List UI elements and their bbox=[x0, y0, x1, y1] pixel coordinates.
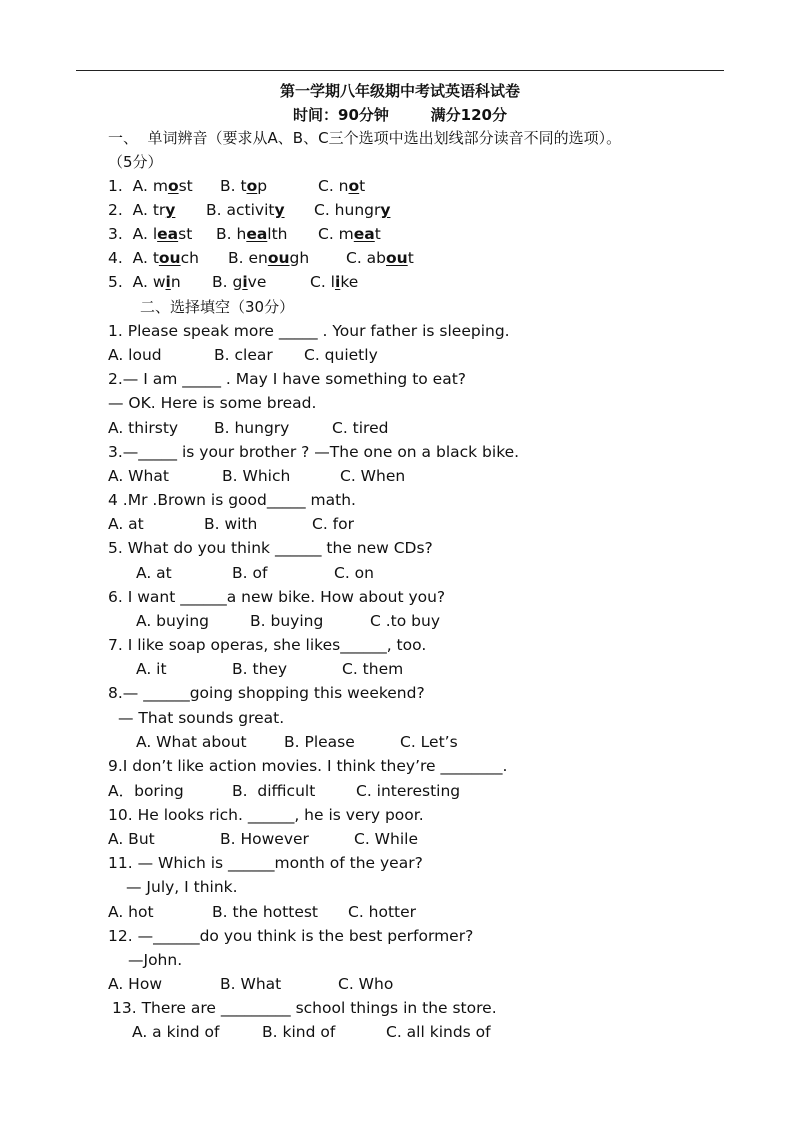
underlined-letters: i bbox=[242, 273, 248, 291]
underlined-letters: ea bbox=[157, 225, 179, 243]
line-text: C. quietly bbox=[304, 346, 378, 364]
option-text bbox=[386, 1022, 491, 1042]
line-text: B. hungry bbox=[214, 419, 290, 437]
underlined-letters: ea bbox=[246, 225, 268, 243]
text-line-9 bbox=[108, 321, 510, 341]
line-text: 5. A. w bbox=[108, 273, 166, 291]
text-line-22 bbox=[108, 635, 426, 655]
line-text: A. How bbox=[108, 975, 163, 993]
option-text bbox=[318, 224, 381, 244]
option-text bbox=[108, 974, 162, 994]
line-text: 13. There are _________ school things in the store. bbox=[112, 999, 497, 1017]
option-text bbox=[284, 732, 355, 752]
line-text: B. buying bbox=[250, 612, 324, 630]
text-line-27 bbox=[108, 756, 507, 776]
line-text: 11. — Which is ______month of the year? bbox=[108, 854, 423, 872]
underlined-letters: ou bbox=[386, 249, 408, 267]
option-text bbox=[250, 611, 323, 631]
line-text: 1. Please speak more _____ . Your father is sleeping. bbox=[108, 322, 510, 340]
option-text bbox=[108, 345, 162, 365]
line-text: lth bbox=[267, 225, 288, 243]
line-text: 3. A. l bbox=[108, 225, 158, 243]
option-text bbox=[214, 345, 273, 365]
line-text: gh bbox=[289, 249, 310, 267]
text-line-16 bbox=[108, 490, 356, 510]
text-line-37 bbox=[112, 998, 497, 1018]
underlined-letters: y bbox=[274, 201, 285, 219]
option-text bbox=[348, 902, 416, 922]
option-text bbox=[216, 224, 288, 244]
line-text: 6. I want ______a new bike. How about you? bbox=[108, 588, 446, 606]
underlined-letters: ou bbox=[267, 249, 290, 267]
underlined-letters: ea bbox=[353, 225, 375, 243]
line-text: 二、选择填空（30分） bbox=[140, 298, 295, 316]
line-text: B. activit bbox=[206, 201, 275, 219]
top-rule bbox=[76, 70, 724, 71]
option-text bbox=[108, 418, 178, 438]
line-text: ve bbox=[247, 273, 267, 291]
option-text bbox=[108, 514, 144, 534]
option-text bbox=[212, 272, 266, 292]
line-text: A. loud bbox=[108, 346, 162, 364]
option-text bbox=[400, 732, 458, 752]
line-text: A. But bbox=[108, 830, 155, 848]
line-text: C. hungr bbox=[314, 201, 381, 219]
line-text: 9.I don’t like action movies. I think they’re ________. bbox=[108, 757, 508, 775]
option-text bbox=[108, 248, 199, 268]
option-text bbox=[340, 466, 405, 486]
option-text bbox=[314, 200, 390, 220]
line-text: A．boring bbox=[108, 782, 184, 800]
line-text: 8.— ______going shopping this weekend? bbox=[108, 684, 425, 702]
line-text: B. g bbox=[212, 273, 243, 291]
option-text bbox=[108, 781, 184, 801]
option-text bbox=[132, 1022, 219, 1042]
option-text bbox=[136, 732, 247, 752]
option-text bbox=[342, 659, 403, 679]
line-text: C. Let’s bbox=[400, 733, 458, 751]
line-text: C. interesting bbox=[356, 782, 461, 800]
line-text: A. What bbox=[108, 467, 169, 485]
text-line-29 bbox=[108, 805, 424, 825]
option-text bbox=[332, 418, 388, 438]
line-text: B. clear bbox=[214, 346, 273, 364]
line-text: st bbox=[178, 177, 193, 195]
line-text: 7. I like soap operas, she likes______, too. bbox=[108, 636, 427, 654]
underlined-letters: o bbox=[167, 177, 179, 195]
option-text bbox=[108, 200, 175, 220]
line-text: 1. A. m bbox=[108, 177, 168, 195]
line-text: C. ab bbox=[346, 249, 387, 267]
option-text bbox=[346, 248, 414, 268]
line-text: B. However bbox=[220, 830, 309, 848]
option-text bbox=[262, 1022, 335, 1042]
line-text: 10. He looks rich. ______, he is very poor. bbox=[108, 806, 424, 824]
line-text: p bbox=[257, 177, 268, 195]
option-text bbox=[318, 176, 365, 196]
option-text bbox=[108, 272, 181, 292]
text-line-1 bbox=[108, 128, 621, 148]
line-text: （5分） bbox=[108, 153, 163, 171]
line-text: 2.— I am _____ . May I have something to eat? bbox=[108, 370, 467, 388]
text-line-25 bbox=[118, 708, 284, 728]
option-text bbox=[338, 974, 393, 994]
line-text: t bbox=[359, 177, 366, 195]
text-line-31 bbox=[108, 853, 423, 873]
option-text bbox=[370, 611, 440, 631]
underlined-letters: o bbox=[246, 177, 258, 195]
line-text: B. kind of bbox=[262, 1023, 336, 1041]
line-text: t bbox=[374, 225, 381, 243]
text-line-18 bbox=[108, 538, 433, 558]
line-text: C. on bbox=[334, 564, 374, 582]
underlined-letters: ou bbox=[158, 249, 181, 267]
option-text bbox=[136, 563, 172, 583]
line-text: B. with bbox=[204, 515, 258, 533]
line-text: ke bbox=[340, 273, 359, 291]
line-text: 一、 单词辨音（要求从A、B、C三个选项中选出划线部分读音不同的选项）。 bbox=[108, 129, 622, 147]
option-text bbox=[220, 829, 309, 849]
option-text bbox=[212, 902, 318, 922]
line-text: B. of bbox=[232, 564, 268, 582]
line-text: C .to buy bbox=[370, 612, 440, 630]
option-text bbox=[356, 781, 460, 801]
exam-subtitle: 时间：90分钟 满分120分 bbox=[293, 106, 507, 124]
option-text bbox=[108, 902, 154, 922]
line-text: A. a kind of bbox=[132, 1023, 220, 1041]
line-text: t bbox=[407, 249, 414, 267]
line-text: B. t bbox=[220, 177, 247, 195]
line-text: — OK. Here is some bread. bbox=[108, 394, 317, 412]
text-line-14 bbox=[108, 442, 519, 462]
option-text bbox=[222, 466, 290, 486]
option-text bbox=[108, 829, 155, 849]
line-text: A. hot bbox=[108, 903, 154, 921]
line-text: B. difficult bbox=[232, 782, 316, 800]
line-text: C. all kinds of bbox=[386, 1023, 491, 1041]
line-text: C. tired bbox=[332, 419, 389, 437]
line-text: C. m bbox=[318, 225, 354, 243]
text-line-34 bbox=[108, 926, 473, 946]
line-text: A. What about bbox=[136, 733, 247, 751]
line-text: 5. What do you think ______ the new CDs? bbox=[108, 539, 433, 557]
line-text: 3.—_____ is your brother ? —The one on a black bike. bbox=[108, 443, 520, 461]
line-text: 12. —______do you think is the best performer? bbox=[108, 927, 474, 945]
line-text: st bbox=[178, 225, 193, 243]
line-text: B. Please bbox=[284, 733, 355, 751]
text-line-20 bbox=[108, 587, 445, 607]
line-text: 4. A. t bbox=[108, 249, 159, 267]
exam-title: 第一学期八年级期中考试英语科试卷 bbox=[279, 82, 520, 100]
option-text bbox=[108, 466, 169, 486]
text-line-32 bbox=[126, 877, 238, 897]
option-text bbox=[136, 611, 209, 631]
underlined-letters: y bbox=[380, 201, 391, 219]
option-text bbox=[108, 176, 193, 196]
line-text: B. the hottest bbox=[212, 903, 319, 921]
line-text: B. they bbox=[232, 660, 288, 678]
underlined-letters: i bbox=[165, 273, 171, 291]
option-text bbox=[232, 563, 267, 583]
line-text: C. hotter bbox=[348, 903, 417, 921]
line-text: C. for bbox=[312, 515, 354, 533]
line-text: C. Who bbox=[338, 975, 394, 993]
underlined-letters: i bbox=[334, 273, 341, 291]
option-text bbox=[220, 974, 281, 994]
text-line-2 bbox=[108, 152, 163, 172]
underlined-letters: o bbox=[348, 177, 360, 195]
option-text bbox=[354, 829, 418, 849]
option-text bbox=[310, 272, 358, 292]
line-text: —John. bbox=[128, 951, 183, 969]
line-text: A. buying bbox=[136, 612, 209, 630]
text-line-24 bbox=[108, 683, 425, 703]
text-line-8 bbox=[140, 297, 294, 317]
line-text: B. Which bbox=[222, 467, 291, 485]
option-text bbox=[228, 248, 309, 268]
option-text bbox=[204, 514, 257, 534]
line-text: 2. A. tr bbox=[108, 201, 166, 219]
line-text: — That sounds great. bbox=[118, 709, 285, 727]
option-text bbox=[232, 781, 315, 801]
option-text bbox=[304, 345, 378, 365]
line-text: A. at bbox=[136, 564, 172, 582]
text-line-35 bbox=[128, 950, 182, 970]
line-text: C. n bbox=[318, 177, 349, 195]
line-text: C. When bbox=[340, 467, 406, 485]
line-text: B. en bbox=[228, 249, 268, 267]
line-text: B. h bbox=[216, 225, 247, 243]
option-text bbox=[232, 659, 287, 679]
line-text: — July, I think. bbox=[126, 878, 238, 896]
line-text: n bbox=[170, 273, 181, 291]
option-text bbox=[206, 200, 285, 220]
line-text: A. at bbox=[108, 515, 144, 533]
option-text bbox=[214, 418, 289, 438]
option-text bbox=[312, 514, 354, 534]
line-text: A. it bbox=[136, 660, 167, 678]
line-text: ch bbox=[180, 249, 199, 267]
option-text bbox=[334, 563, 374, 583]
option-text bbox=[108, 224, 192, 244]
text-line-12 bbox=[108, 393, 316, 413]
line-text: A. thirsty bbox=[108, 419, 179, 437]
option-text bbox=[220, 176, 267, 196]
text-line-11 bbox=[108, 369, 466, 389]
option-text bbox=[136, 659, 167, 679]
line-text: B. What bbox=[220, 975, 282, 993]
line-text: 4 .Mr .Brown is good_____ math. bbox=[108, 491, 356, 509]
line-text: C. While bbox=[354, 830, 418, 848]
line-text: C. l bbox=[310, 273, 335, 291]
line-text: C. them bbox=[342, 660, 404, 678]
underlined-letters: y bbox=[165, 201, 176, 219]
